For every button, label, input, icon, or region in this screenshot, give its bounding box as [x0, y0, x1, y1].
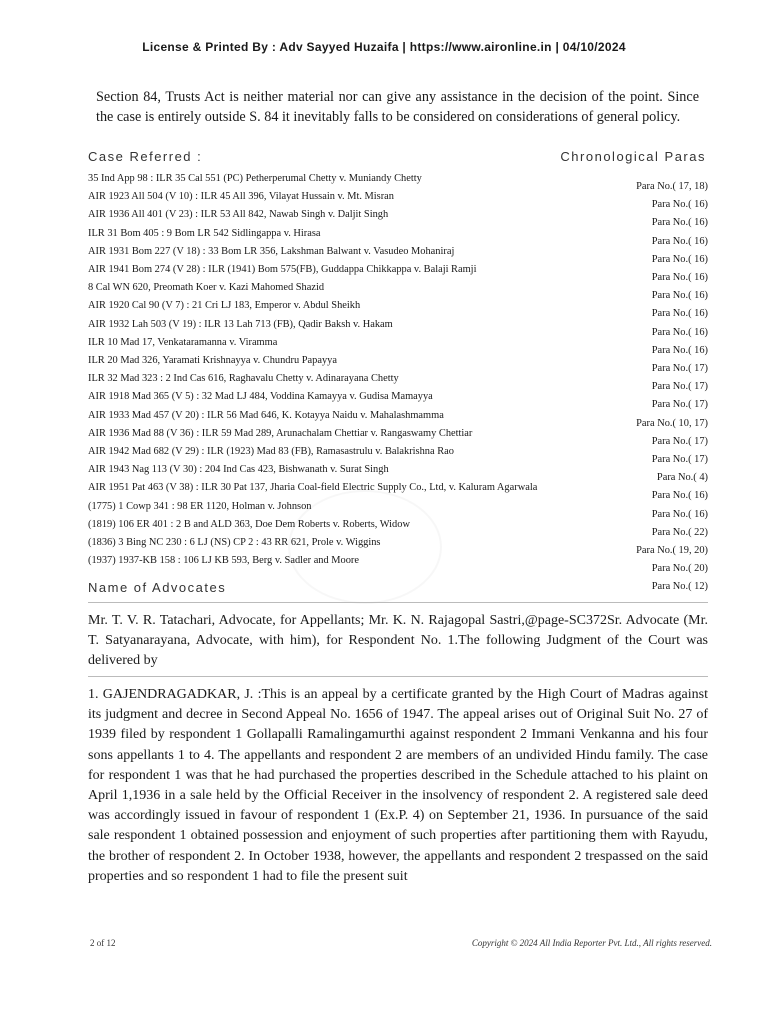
case-reference-item: AIR 1936 Mad 88 (V 36) : ILR 59 Mad 289, Arunachalam Chettiar v. Rangaswamy Chettiar — [88, 427, 473, 439]
chronological-paras-heading: Chronological Paras — [560, 149, 706, 164]
case-reference-item: (1937) 1937-KB 158 : 106 LJ KB 593, Berg v. Sadler and Moore — [88, 555, 359, 567]
divider — [88, 676, 708, 677]
case-reference-item: AIR 1943 Nag 113 (V 30) : 204 Ind Cas 423, Bishwanath v. Surat Singh — [88, 464, 389, 476]
para-reference-item: Para No.( 16) — [651, 199, 708, 211]
judgment-paragraph: 1. GAJENDRAGADKAR, J. :This is an appeal by a certificate granted by the High Court of Madras against its judgment and decree in Second Appeal No. 1656 of 1947. The appeal arises out of Original Suit No. 27 of 1939 filed by respondent 1 Gollapalli Ramalingamurthi against respondent 2 Immani Venkanna and his four sons appellants 1 to 4. The appellants and respondent 2 are members of an undivided Hindu family. The case for respondent 1 was that he had purchased the properties described in the Schedule attached to his plaint on April 1,1936 in a sale held by the Official Receiver in the insolvency of respondent 2. A registered sale deed was accordingly issued in favour of respondent 1 (Ex.P. 4) on September 21, 1936. In pursuance of the said sale respondent 1 obtained possession and enjoyment of such properties after partitioning them with Rayudu, the brother of respondent 2. In October 1938, however, the appellants and respondent 2 trespassed on the said properties and so respondent 1 had to file the present suit — [88, 687, 708, 884]
para-reference-item: Para No.( 16) — [651, 326, 708, 338]
intro-paragraph: Section 84, Trusts Act is neither material nor can give any assistance in the decision of the point. Since the case is entirely outside S. 84 it inevitably falls to be considered on considerations of general policy. — [96, 89, 699, 125]
para-reference-item: Para No.( 16) — [651, 253, 708, 265]
advocates-paragraph: Mr. T. V. R. Tatachari, Advocate, for Appellants; Mr. K. N. Rajagopal Sastri,@page-SC372Sr. Advocate (Mr. T. Satyanarayana, Advocate, with him), for Respondent No. 1.The following Judgment of the Court was delivered by — [88, 613, 708, 668]
para-reference-item: Para No.( 17) — [651, 399, 708, 411]
para-reference-item: Para No.( 17) — [651, 435, 708, 447]
para-reference-item: Para No.( 16) — [651, 290, 708, 302]
case-reference-item: AIR 1932 Lah 503 (V 19) : ILR 13 Lah 713 (FB), Qadir Baksh v. Hakam — [88, 318, 393, 330]
case-reference-item: 8 Cal WN 620, Preomath Koer v. Kazi Mahomed Shazid — [88, 282, 325, 294]
case-reference-item: (1819) 106 ER 401 : 2 B and ALD 363, Doe Dem Roberts v. Roberts, Widow — [88, 518, 410, 530]
case-reference-item: AIR 1920 Cal 90 (V 7) : 21 Cri LJ 183, Emperor v. Abdul Sheikh — [88, 300, 361, 312]
case-reference-item: AIR 1923 All 504 (V 10) : ILR 45 All 396, Vilayat Hussain v. Mt. Misran — [88, 191, 394, 203]
case-reference-item: AIR 1918 Mad 365 (V 5) : 32 Mad LJ 484, Voddina Kamayya v. Gudisa Mamayya — [88, 391, 433, 403]
para-reference-item: Para No.( 17) — [651, 454, 708, 466]
case-reference-item: (1775) 1 Cowp 341 : 98 ER 1120, Holman v. Johnson — [88, 500, 312, 512]
para-reference-item: Para No.( 10, 17) — [636, 417, 708, 429]
case-reference-item: (1836) 3 Bing NC 230 : 6 LJ (NS) CP 2 : 43 RR 621, Prole v. Wiggins — [88, 537, 381, 549]
case-reference-item: ILR 31 Bom 405 : 9 Bom LR 542 Sidlingappa v. Hirasa — [88, 227, 321, 239]
advocates-heading: Name of Advocates — [88, 580, 227, 595]
para-reference-item: Para No.( 16) — [651, 235, 708, 247]
cases-list — [88, 170, 608, 570]
case-reference-item: AIR 1942 Mad 682 (V 29) : ILR (1923) Mad 83 (FB), Ramasastrulu v. Balakrishna Rao — [88, 446, 454, 458]
case-reference-item: ILR 10 Mad 17, Venkataramanna v. Viramma — [88, 336, 278, 348]
para-reference-item: Para No.( 4) — [656, 472, 708, 484]
para-reference-item: Para No.( 16) — [651, 217, 708, 229]
para-reference-item: Para No.( 17) — [651, 381, 708, 393]
para-reference-item: Para No.( 16) — [651, 490, 708, 502]
para-reference-item: Para No.( 22) — [651, 526, 708, 538]
case-reference-item: 35 Ind App 98 : ILR 35 Cal 551 (PC) Petherperumal Chetty v. Muniandy Chetty — [88, 173, 422, 184]
case-reference-item: AIR 1933 Mad 457 (V 20) : ILR 56 Mad 646, K. Kotayya Naidu v. Mahalashmamma — [88, 409, 444, 421]
case-reference-item: ILR 32 Mad 323 : 2 Ind Cas 616, Raghavalu Chetty v. Adinarayana Chetty — [88, 373, 399, 385]
para-reference-item: Para No.( 16) — [651, 508, 708, 520]
case-reference-item: AIR 1936 All 401 (V 23) : ILR 53 All 842, Nawab Singh v. Daljit Singh — [88, 209, 389, 221]
para-reference-item: Para No.( 19, 20) — [636, 545, 708, 557]
para-reference-item: Para No.( 16) — [651, 308, 708, 320]
para-reference-item: Para No.( 16) — [651, 344, 708, 356]
copyright-notice: Copyright © 2024 All India Reporter Pvt. Ltd., All rights reserved. — [471, 938, 712, 948]
case-reference-item: AIR 1941 Bom 274 (V 28) : ILR (1941) Bom 575(FB), Guddappa Chikkappa v. Balaji Ramji — [88, 264, 477, 276]
page-number: 2 of 12 — [90, 938, 116, 948]
para-reference-item: Para No.( 16) — [651, 272, 708, 284]
para-reference-item: Para No.( 17, 18) — [636, 181, 708, 192]
case-reference-item: AIR 1931 Bom 227 (V 18) : 33 Bom LR 356, Lakshman Balwant v. Vasudeo Mohaniraj — [88, 245, 455, 257]
divider — [88, 602, 708, 603]
case-reference-item: ILR 20 Mad 326, Yaramati Krishnayya v. Chundru Papayya — [88, 355, 337, 367]
paras-list — [598, 178, 708, 597]
license-header: License & Printed By : Adv Sayyed Huzaifa | https://www.aironline.in | 04/10/2024 — [142, 40, 626, 54]
case-reference-item: AIR 1951 Pat 463 (V 38) : ILR 30 Pat 137, Jharia Coal-field Electric Supply Co., Ltd, v. Kaluram Agarwala — [88, 482, 538, 494]
para-reference-item: Para No.( 20) — [651, 563, 708, 575]
para-reference-item: Para No.( 12) — [651, 581, 708, 593]
para-reference-item: Para No.( 17) — [651, 363, 708, 375]
case-referred-heading: Case Referred : — [88, 149, 203, 164]
